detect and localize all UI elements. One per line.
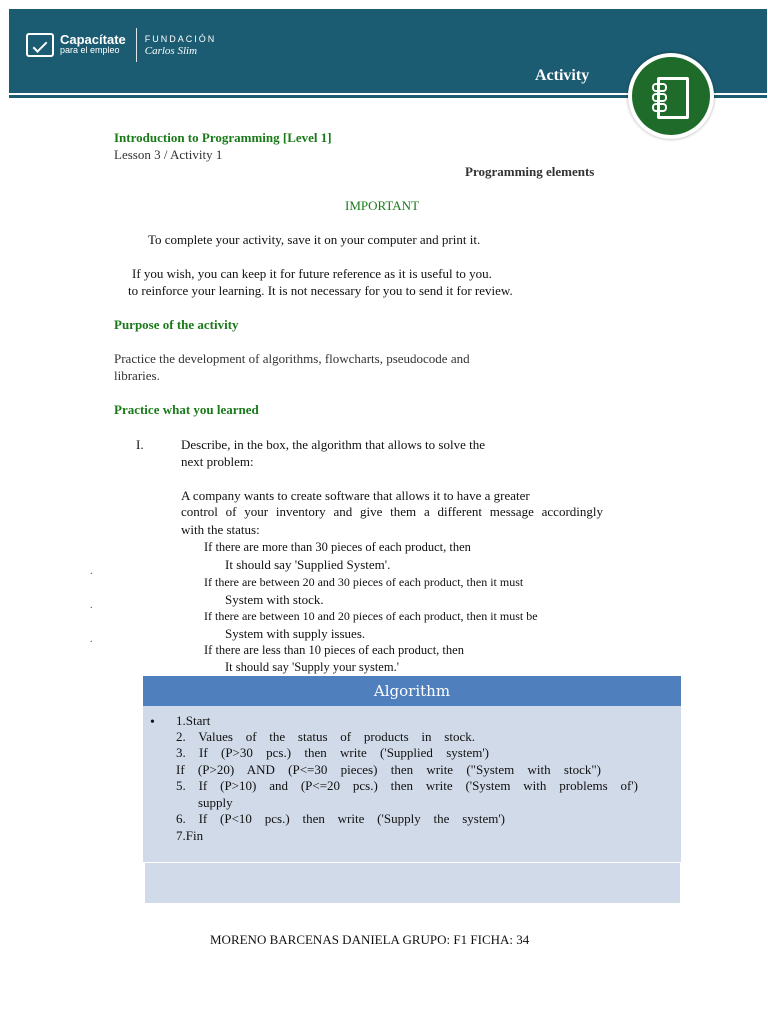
algorithm-step-1: 1.Start (176, 713, 211, 728)
important-line-2: If you wish, you can keep it for future reference as it is useful to you. (132, 266, 492, 281)
question-line-1: Describe, in the box, the algorithm that allows to solve the (181, 437, 485, 452)
algorithm-step-2: 2. Values of the status of products in stock. (176, 729, 475, 744)
purpose-line-1: Practice the development of algorithms, flowcharts, pseudocode and (114, 351, 470, 366)
problem-line-1: A company wants to create software that allows it to have a greater (181, 488, 530, 503)
lesson-label: Lesson 3 / Activity 1 (114, 147, 223, 162)
condition-3-line-1: If there are between 10 and 20 pieces of each product, then it must be (204, 609, 538, 623)
algorithm-step-3: 3. If (P>30 pcs.) then write ('Supplied system') (176, 745, 489, 760)
logo-title: Capacítate (60, 32, 126, 47)
question-numeral: I. (136, 437, 144, 452)
activity-label: Activity (535, 67, 590, 84)
condition-2-line-1: If there are between 20 and 30 pieces of each product, then it must (204, 575, 524, 589)
purpose-heading: Purpose of the activity (114, 317, 239, 332)
important-heading: IMPORTANT (345, 198, 420, 213)
foundation-signature: Carlos Slim (144, 45, 198, 57)
question-line-2: next problem: (181, 454, 254, 469)
algorithm-step-4: If (P>20) AND (P<=30 pieces) then write ("System with stock") (176, 762, 601, 777)
important-line-3: to reinforce your learning. It is not necessary for you to send it for review. (128, 283, 513, 298)
activity-badge (628, 53, 714, 139)
topic-title: Programming elements (465, 164, 595, 179)
margin-mark: . (90, 634, 93, 645)
problem-line-2: control of your inventory and give them a different message accordingly (181, 504, 603, 519)
condition-4-line-1: If there are less than 10 pieces of each product, then (204, 643, 464, 657)
algorithm-step-5-continued: supply (198, 795, 233, 810)
condition-1-line-1: If there are more than 30 pieces of each product, then (204, 540, 471, 554)
margin-mark: . (90, 600, 93, 611)
margin-mark: . (90, 566, 93, 577)
algorithm-step-6: 6. If (P<10 pcs.) then write ('Supply the system') (176, 811, 505, 826)
foundation-label: FUNDACIÓN (144, 34, 217, 44)
algorithm-title: Algorithm (143, 676, 681, 706)
algorithm-step-7: 7.Fin (176, 828, 204, 843)
important-line-1: To complete your activity, save it on your computer and print it. (148, 232, 481, 247)
course-title: Introduction to Programming [Level 1] (114, 130, 332, 145)
condition-1-line-2: It should say 'Supplied System'. (225, 557, 391, 572)
logo-separator (136, 28, 137, 62)
logo-subtitle: para el empleo (60, 45, 120, 55)
student-info: MORENO BARCENAS DANIELA GRUPO: F1 FICHA: 34 (210, 932, 530, 947)
algorithm-footer (145, 862, 680, 903)
condition-2-line-2: System with stock. (225, 592, 324, 607)
practice-heading: Practice what you learned (114, 402, 259, 417)
condition-4-line-2: It should say 'Supply your system.' (225, 660, 399, 674)
algorithm-step-5: 5. If (P>10) and (P<=20 pcs.) then write ('System with problems of') (176, 778, 638, 793)
problem-line-3: with the status: (181, 522, 260, 537)
condition-3-line-2: System with supply issues. (225, 626, 366, 641)
purpose-line-2: libraries. (114, 368, 160, 383)
bullet-icon: • (150, 715, 155, 730)
notebook-icon (657, 77, 689, 119)
capacitate-logo (26, 28, 216, 62)
checkmark-logo-icon (26, 33, 54, 57)
